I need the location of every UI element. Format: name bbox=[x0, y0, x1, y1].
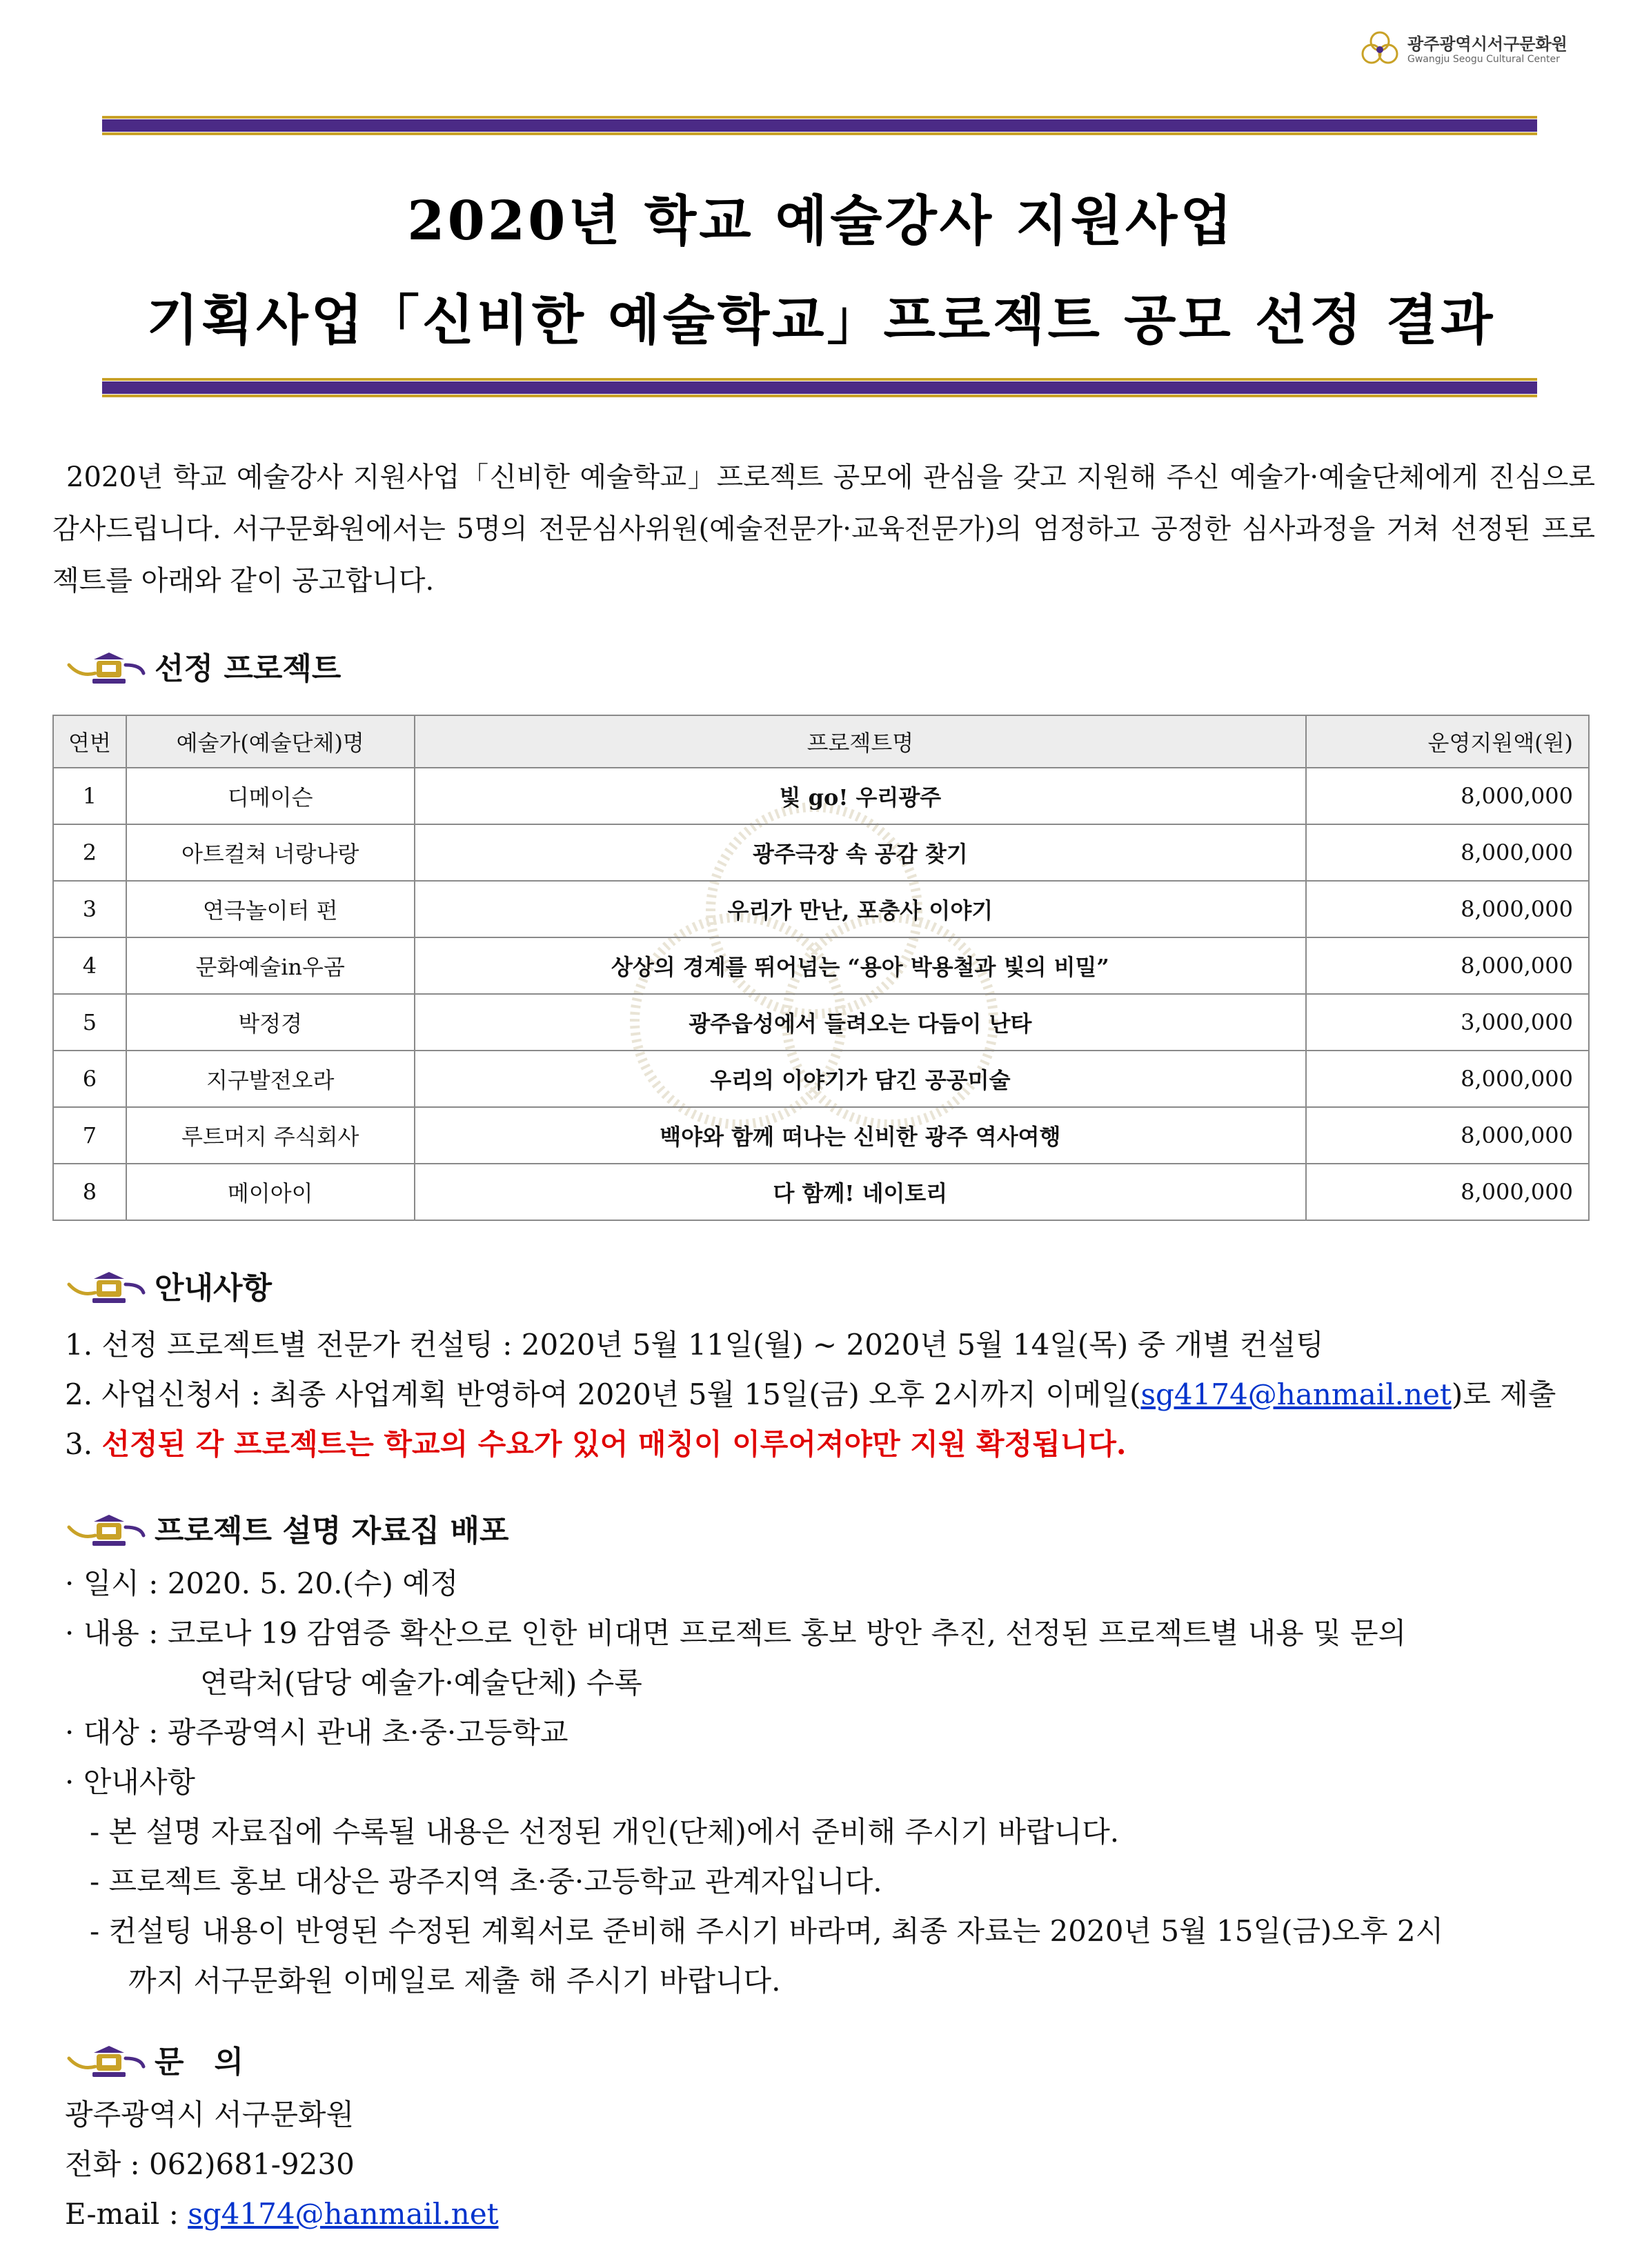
contact-email bbox=[65, 2194, 499, 2235]
contact-email-link[interactable]: sg4174@hanmail.net bbox=[188, 2197, 499, 2231]
booklet-notice-1: - 본 설명 자료집에 수록될 내용은 선정된 개인(단체)에서 준비해 주시기 바랍니다. bbox=[90, 1815, 1120, 1849]
guide-item-consulting: 1. 선정 프로젝트별 전문가 컨설팅 : 2020년 5월 11일(월) ~ 2020년 5월 14일(목) 중 개별 컨설팅 bbox=[65, 1328, 1324, 1362]
booklet-target: · 대상 : 광주광역시 관내 초·중·고등학교 bbox=[65, 1715, 568, 1749]
row-amount: 3,000,000 bbox=[1306, 994, 1589, 1051]
booklet-date: · 일시 : 2020. 5. 20.(수) 예정 bbox=[65, 1566, 459, 1600]
row-amount: 8,000,000 bbox=[1306, 1164, 1589, 1220]
section-booklet-title: 프로젝트 설명 자료집 배포 bbox=[155, 1513, 509, 1549]
row-number: 5 bbox=[53, 994, 126, 1051]
guide-item-application bbox=[65, 1374, 1556, 1415]
section-selected-title: 선정 프로젝트 bbox=[155, 651, 342, 686]
row-project: 상상의 경계를 뛰어넘는 “용아 박용철과 빛의 비밀” bbox=[415, 937, 1307, 994]
row-amount: 8,000,000 bbox=[1306, 881, 1589, 937]
row-artist: 아트컬쳐 너랑나랑 bbox=[126, 824, 415, 881]
org-logo bbox=[1358, 25, 1592, 73]
row-amount: 8,000,000 bbox=[1306, 1107, 1589, 1164]
row-artist: 디메이슨 bbox=[126, 768, 415, 824]
guide-item-notice-number: 3. bbox=[65, 1427, 102, 1461]
table-header-row bbox=[53, 715, 1589, 768]
intro-paragraph: 2020년 학교 예술강사 지원사업「신비한 예술학교」프로젝트 공모에 관심을 갖고 지원해 주신 예술가·예술단체에게 진심으로 감사드립니다. 서구문화원에서는 5명의 전문심사위원(예술전문가·교육전문가)의 엄정하고 공정한 심사과정을 거쳐 선정된 프로젝트를 아래와 같이 공고합니다. bbox=[52, 461, 1595, 597]
row-artist: 문화예술in우곰 bbox=[126, 937, 415, 994]
lamp-icon bbox=[66, 2043, 148, 2080]
section-contact-title: 문 의 bbox=[155, 2045, 244, 2080]
row-number: 8 bbox=[53, 1164, 126, 1220]
row-number: 2 bbox=[53, 824, 126, 881]
row-project: 우리의 이야기가 담긴 공공미술 bbox=[415, 1051, 1307, 1107]
row-number: 4 bbox=[53, 937, 126, 994]
row-number: 3 bbox=[53, 881, 126, 937]
guide-email-link[interactable]: sg4174@hanmail.net bbox=[1140, 1377, 1452, 1411]
booklet-content: · 내용 : 코로나 19 감염증 확산으로 인한 비대면 프로젝트 홍보 방안 추진, 선정된 프로젝트별 내용 및 문의 bbox=[65, 1616, 1407, 1650]
table-row bbox=[53, 994, 1589, 1051]
booklet-content-cont: 연락처(담당 예술가·예술단체) 수록 bbox=[200, 1666, 642, 1700]
table-row bbox=[53, 937, 1589, 994]
row-artist: 루트머지 주식회사 bbox=[126, 1107, 415, 1164]
org-emblem-icon bbox=[1358, 28, 1402, 72]
contact-org: 광주광역시 서구문화원 bbox=[65, 2098, 355, 2131]
booklet-notice-3-cont: 까지 서구문화원 이메일로 제출 해 주시기 바랍니다. bbox=[128, 1964, 781, 1998]
row-number: 7 bbox=[53, 1107, 126, 1164]
table-row bbox=[53, 768, 1589, 824]
page-title-line2: 기획사업「신비한 예술학교」프로젝트 공모 선정 결과 bbox=[146, 289, 1496, 352]
table-row bbox=[53, 1107, 1589, 1164]
row-project: 다 함께! 네이토리 bbox=[415, 1164, 1307, 1220]
row-artist: 연극놀이터 펀 bbox=[126, 881, 415, 937]
row-amount: 8,000,000 bbox=[1306, 1051, 1589, 1107]
row-project: 우리가 만난, 포충사 이야기 bbox=[415, 881, 1307, 937]
page-title-line1: 2020년 학교 예술강사 지원사업 bbox=[407, 190, 1235, 252]
guide-item-notice-warning: 선정된 각 프로젝트는 학교의 수요가 있어 매칭이 이루어져야만 지원 확정됩니다. bbox=[101, 1427, 1127, 1461]
table-row bbox=[53, 1051, 1589, 1107]
booklet-notice-3: - 컨설팅 내용이 반영된 수정된 계획서로 준비해 주시기 바라며, 최종 자료는 2020년 5월 15일(금)오후 2시 bbox=[90, 1914, 1444, 1948]
lamp-icon bbox=[66, 1269, 148, 1306]
lamp-icon bbox=[66, 1512, 148, 1549]
title-top-divider bbox=[102, 116, 1537, 135]
col-header-number: 연번 bbox=[53, 715, 126, 768]
row-artist: 메이아이 bbox=[126, 1164, 415, 1220]
table-row bbox=[53, 881, 1589, 937]
col-header-amount: 운영지원액(원) bbox=[1306, 715, 1589, 768]
org-logo-english: Gwangju Seogu Cultural Center bbox=[1407, 54, 1560, 65]
row-amount: 8,000,000 bbox=[1306, 768, 1589, 824]
selected-projects-table bbox=[52, 715, 1590, 1221]
guide-item-notice bbox=[65, 1424, 1127, 1465]
row-project: 백야와 함께 떠나는 신비한 광주 역사여행 bbox=[415, 1107, 1307, 1164]
row-artist: 박정경 bbox=[126, 994, 415, 1051]
row-project: 빛 go! 우리광주 bbox=[415, 768, 1307, 824]
row-project: 광주극장 속 공감 찾기 bbox=[415, 824, 1307, 881]
booklet-notice-label: · 안내사항 bbox=[65, 1765, 195, 1799]
row-number: 6 bbox=[53, 1051, 126, 1107]
contact-email-label: E-mail : bbox=[65, 2197, 188, 2231]
col-header-artist: 예술가(예술단체)명 bbox=[126, 715, 415, 768]
lamp-icon bbox=[66, 650, 148, 687]
contact-phone: 전화 : 062)681-9230 bbox=[65, 2147, 355, 2181]
row-amount: 8,000,000 bbox=[1306, 937, 1589, 994]
title-bottom-divider bbox=[102, 378, 1537, 397]
table-row bbox=[53, 1164, 1589, 1220]
guide-item-application-text: 2. 사업신청서 : 최종 사업계획 반영하여 2020년 5월 15일(금) 오후 2시까지 이메일( bbox=[65, 1377, 1141, 1411]
org-logo-name: 광주광역시서구문화원 bbox=[1407, 34, 1567, 54]
row-project: 광주읍성에서 들려오는 다듬이 난타 bbox=[415, 994, 1307, 1051]
row-number: 1 bbox=[53, 768, 126, 824]
section-guide-title: 안내사항 bbox=[155, 1271, 273, 1306]
booklet-notice-2: - 프로젝트 홍보 대상은 광주지역 초·중·고등학교 관계자입니다. bbox=[90, 1864, 882, 1898]
guide-item-application-tail: )로 제출 bbox=[1451, 1377, 1556, 1411]
col-header-project: 프로젝트명 bbox=[415, 715, 1307, 768]
table-row bbox=[53, 824, 1589, 881]
row-amount: 8,000,000 bbox=[1306, 824, 1589, 881]
row-artist: 지구발전오라 bbox=[126, 1051, 415, 1107]
